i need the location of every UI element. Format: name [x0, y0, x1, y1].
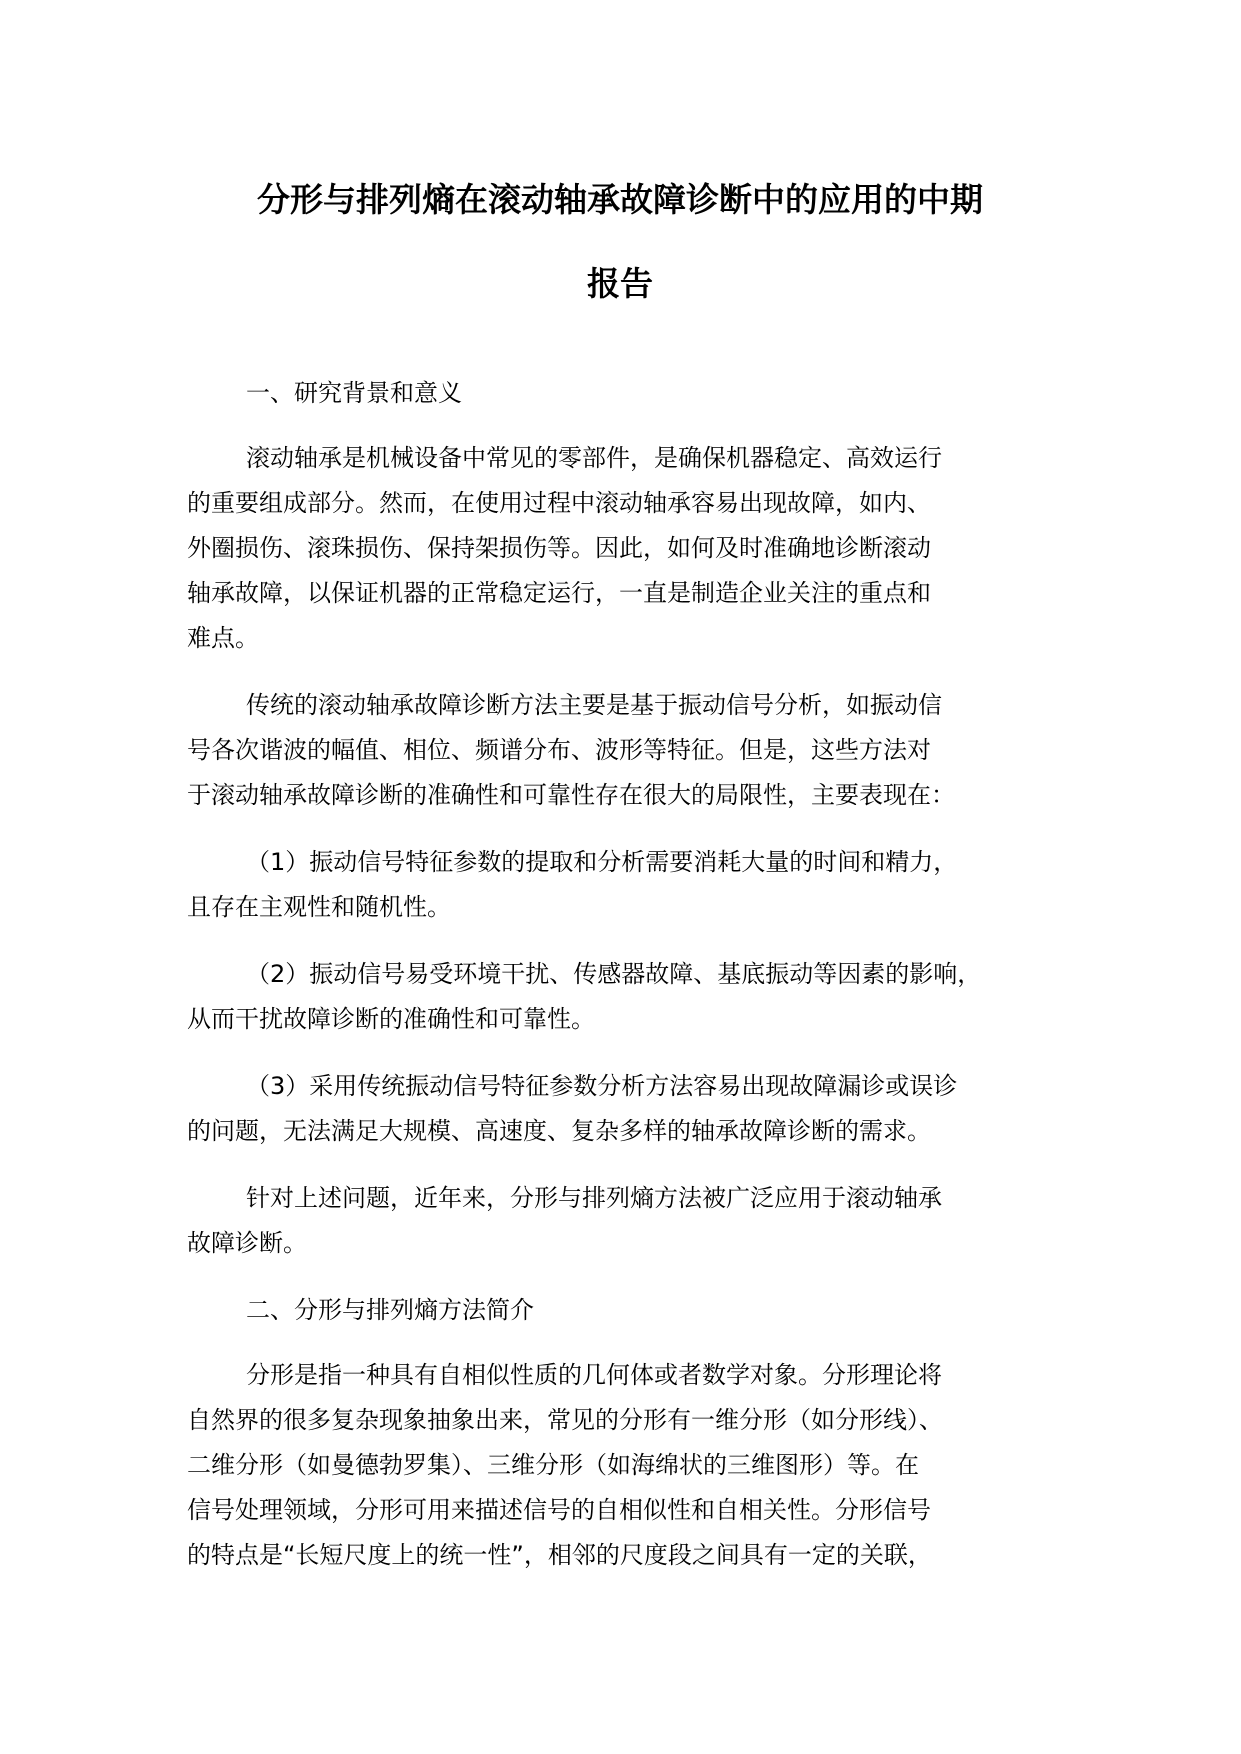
- list-item-line: （1）振动信号特征参数的提取和分析需要消耗大量的时间和精力，: [246, 848, 958, 876]
- paragraph-line: 故障诊断。: [187, 1229, 307, 1257]
- list-item-line: （2）振动信号易受环境干扰、传感器故障、基底振动等因素的影响，: [246, 960, 982, 988]
- section-heading-background: 一、研究背景和意义: [246, 379, 462, 407]
- paragraph-line: 的特点是“长短尺度上的统一性”，相邻的尺度段之间具有一定的关联，: [187, 1541, 932, 1569]
- section-heading-methods: 二、分形与排列熵方法简介: [246, 1296, 534, 1324]
- paragraph-line: 于滚动轴承故障诊断的准确性和可靠性存在很大的局限性，主要表现在：: [187, 781, 955, 809]
- paragraph-line: 轴承故障，以保证机器的正常稳定运行，一直是制造企业关注的重点和: [187, 579, 931, 607]
- paragraph-line: 外圈损伤、滚珠损伤、保持架损伤等。因此，如何及时准确地诊断滚动: [187, 534, 931, 562]
- paragraph-line: 自然界的很多复杂现象抽象出来，常见的分形有一维分形（如分形线）、: [187, 1406, 943, 1434]
- paragraph-line: 号各次谐波的幅值、相位、频谱分布、波形等特征。但是，这些方法对: [187, 736, 931, 764]
- paragraph-line: 针对上述问题，近年来，分形与排列熵方法被广泛应用于滚动轴承: [246, 1184, 942, 1212]
- paragraph-line: 滚动轴承是机械设备中常见的零部件，是确保机器稳定、高效运行: [246, 444, 942, 472]
- list-item-line: 的问题，无法满足大规模、高速度、复杂多样的轴承故障诊断的需求。: [187, 1117, 931, 1145]
- paragraph-line: 难点。: [187, 624, 259, 652]
- paragraph-line: 传统的滚动轴承故障诊断方法主要是基于振动信号分析，如振动信: [246, 691, 942, 719]
- list-item-line: （3）采用传统振动信号特征参数分析方法容易出现故障漏诊或误诊: [246, 1072, 958, 1100]
- document-title-line-2: 报告: [587, 264, 653, 303]
- paragraph-line: 信号处理领域，分形可用来描述信号的自相似性和自相关性。分形信号: [187, 1496, 931, 1524]
- list-item-line: 且存在主观性和随机性。: [187, 893, 451, 921]
- paragraph-line: 二维分形（如曼德勃罗集）、三维分形（如海绵状的三维图形）等。在: [187, 1451, 919, 1479]
- paragraph-line: 分形是指一种具有自相似性质的几何体或者数学对象。分形理论将: [246, 1361, 942, 1389]
- paragraph-line: 的重要组成部分。然而，在使用过程中滚动轴承容易出现故障，如内、: [187, 489, 931, 517]
- document-title-line-1: 分形与排列熵在滚动轴承故障诊断中的应用的中期: [257, 180, 983, 219]
- list-item-line: 从而干扰故障诊断的准确性和可靠性。: [187, 1005, 595, 1033]
